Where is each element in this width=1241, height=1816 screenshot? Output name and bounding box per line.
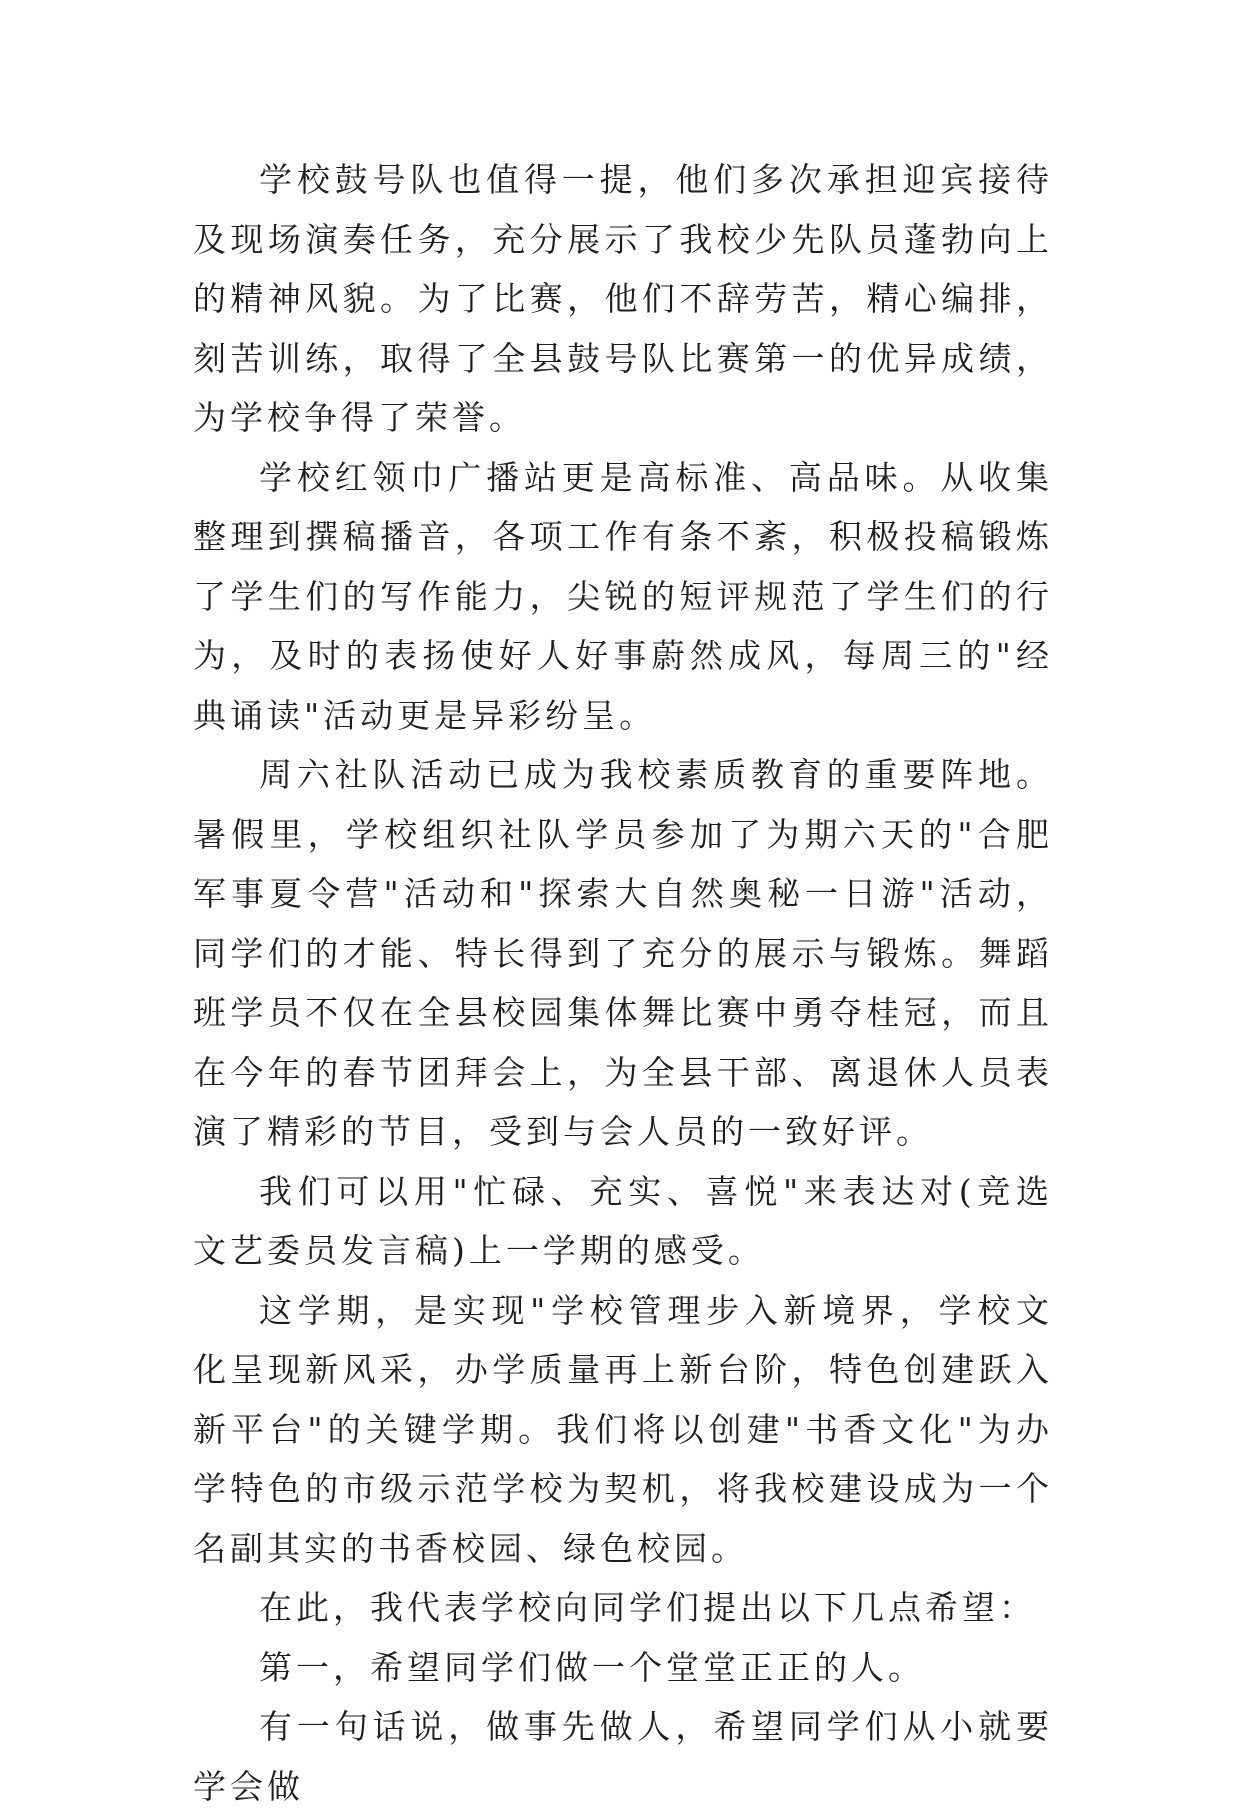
paragraph-saturday-activities: 周六社队活动已成为我校素质教育的重要阵地。暑假里，学校组织社队学员参加了为期六天的"合肥军事夏令营"活动和"探索大自然奥秘一日游"活动，同学们的才能、特长得到了充分的展示与锻炼。舞蹈班学员不仅在全县校园集体舞比赛中勇夺桂冠，而且在今年的春节团拜会上，为全县干部、离退休人员表演了精彩的节目，受到与会人员的一致好评。 (193, 755, 1053, 1151)
paragraph-broadcast-station: 学校红领巾广播站更是高标准、高品味。从收集整理到撰稿播音，各项工作有条不紊，积极投稿锻炼了学生们的写作能力，尖锐的短评规范了学生们的行为，及时的表扬使好人好事蔚然成风，每周三的"经典诵读"活动更是异彩纷呈。 (193, 457, 1053, 735)
paragraph-hope-first: 第一，希望同学们做一个堂堂正正的人。 (259, 1647, 925, 1687)
paragraph-hopes-intro: 在此，我代表学校向同学们提出以下几点希望： (259, 1588, 1036, 1627)
paragraph-this-term-goals: 这学期，是实现"学校管理步入新境界，学校文化呈现新风采，办学质量再上新台阶，特色创建跃入新平台"的关键学期。我们将以创建"书香文化"为办学特色的市级示范学校为契机，将我校建设成为一个名副其实的书香校园、绿色校园。 (193, 1290, 1053, 1568)
paragraph-be-a-person: 有一句话说，做事先做人，希望同学们从小就要学会做 (193, 1707, 1053, 1806)
document-body (193, 150, 1053, 1816)
paragraph-last-term-feeling: 我们可以用"忙碌、充实、喜悦"来表达对(竞选文艺委员发言稿)上一学期的感受。 (193, 1171, 1053, 1270)
paragraph-drum-band: 学校鼓号队也值得一提，他们多次承担迎宾接待及现场演奏任务，充分展示了我校少先队员蓬勃向上的精神风貌。为了比赛，他们不辞劳苦，精心编排，刻苦训练，取得了全县鼓号队比赛第一的优异成绩，为学校争得了荣誉。 (193, 160, 1053, 437)
